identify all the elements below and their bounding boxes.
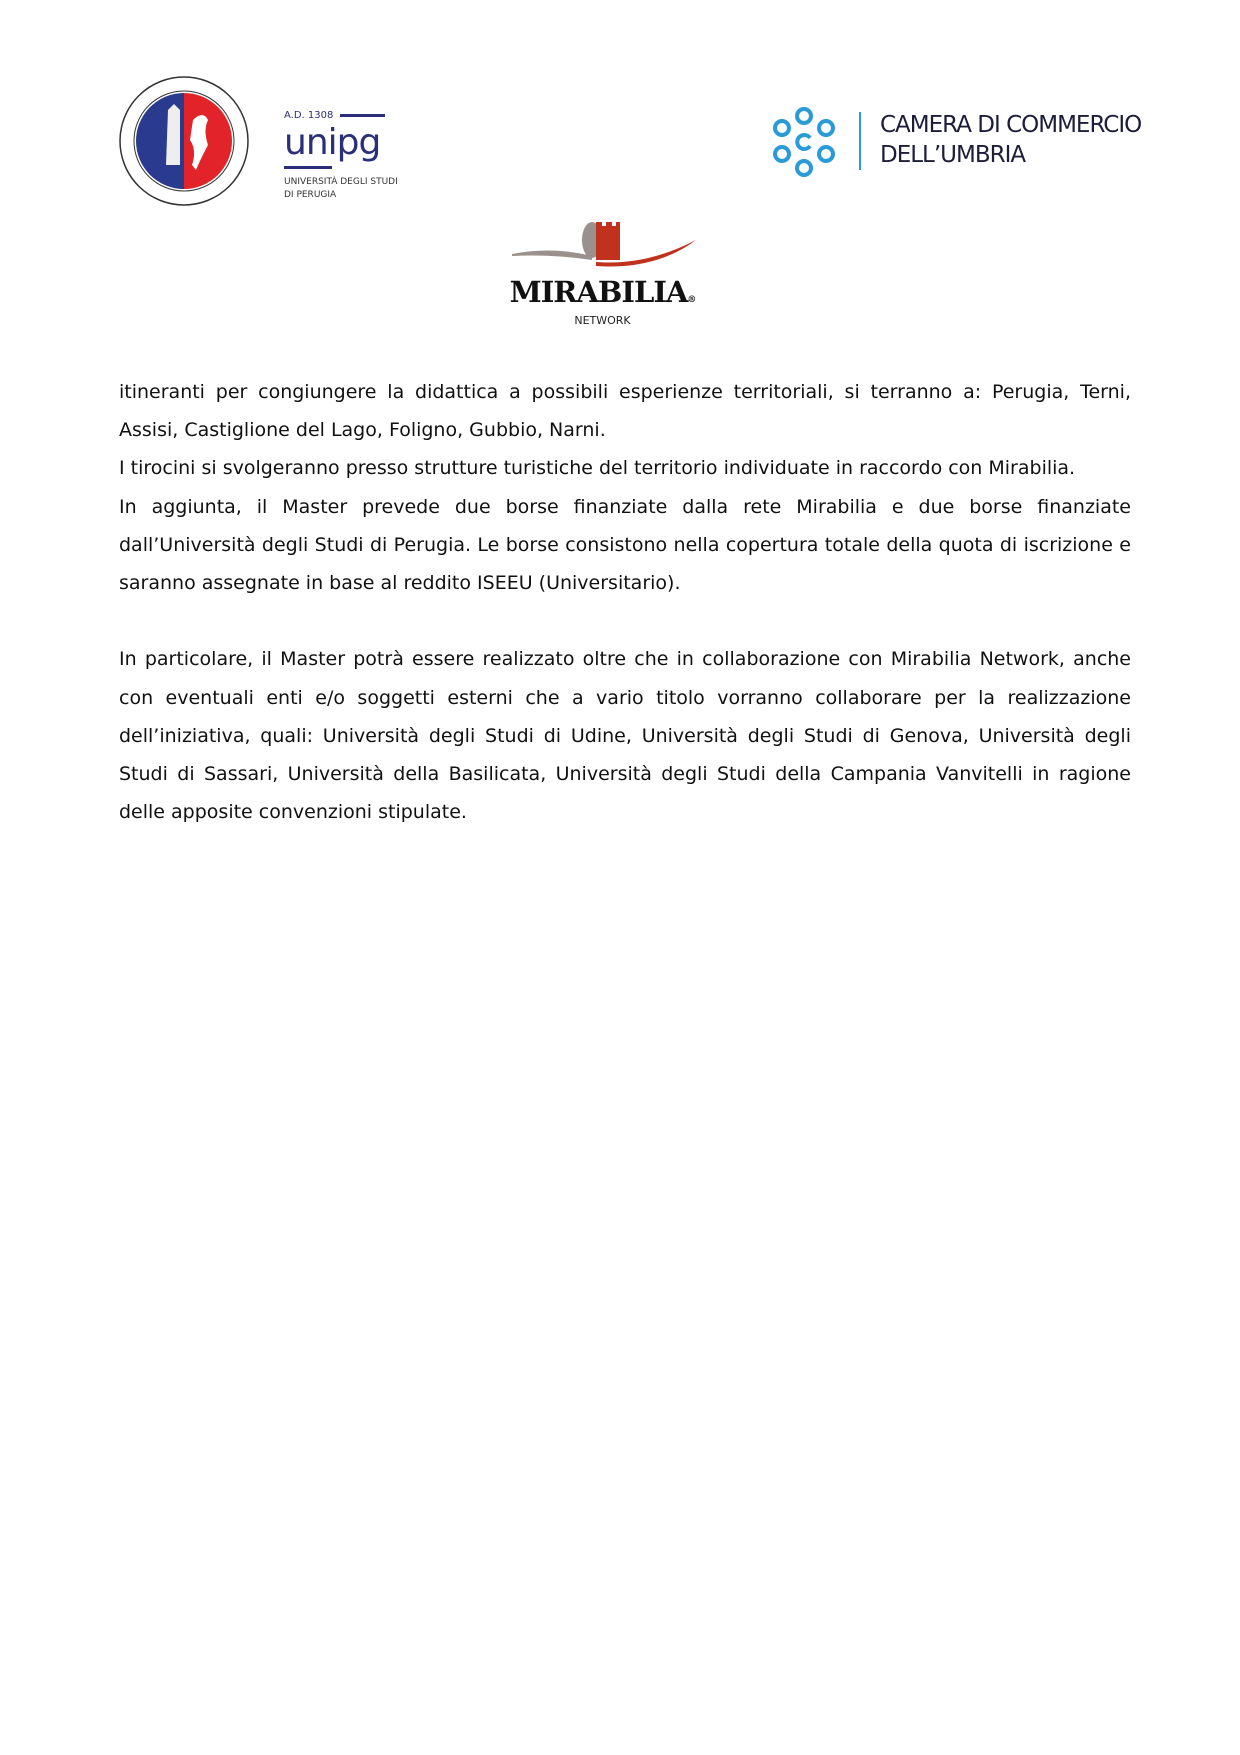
divider bbox=[859, 112, 861, 170]
mirabilia-logo bbox=[500, 218, 705, 330]
paragraph: In particolare, il Master potrà essere realizzato oltre che in collaborazione con Mirabilia Network, anche con eventuali enti e/o soggetti esterni che a vario titolo vorranno collaborare per la realizzazione dell’iniziativa, quali: Università degli Studi di Udine, Università degli Studi di Genova, Università degli Studi di Sassari, Università della Basilicata, Università degli Studi della Campania Vanvitelli in ragione delle apposite convenzioni stipulate. bbox=[119, 648, 1131, 824]
registered-mark: ® bbox=[687, 295, 696, 305]
university-seal-logo bbox=[118, 75, 250, 207]
unipg-subtitle-line2: DI PERUGIA bbox=[284, 190, 337, 200]
unipg-bar bbox=[284, 166, 332, 169]
unipg-subtitle bbox=[284, 176, 398, 202]
unipg-logo bbox=[284, 110, 414, 207]
mirabilia-wordmark-text: MIRABILIA bbox=[509, 275, 688, 309]
paragraph: I tirocini si svolgeranno presso strutture turistiche del territorio individuate in raccordo con Mirabilia. bbox=[119, 457, 1076, 480]
unipg-year: A.D. 1308 bbox=[284, 110, 334, 121]
unipg-bar bbox=[340, 114, 385, 117]
mirabilia-subtitle: NETWORK bbox=[574, 314, 631, 327]
unipg-wordmark: unipg bbox=[284, 122, 381, 163]
camera-name-line1: CAMERA DI COMMERCIO bbox=[880, 112, 1142, 138]
document-body bbox=[119, 373, 1131, 831]
camera-name bbox=[880, 110, 1141, 170]
paragraph: itineranti per congiungere la didattica a possibili esperienze territoriali, si terranno a: Perugia, Terni, Assisi, Castiglione del Lago, Foligno, Gubbio, Narni. bbox=[119, 381, 1131, 442]
camera-name-line2: DELL’UMBRIA bbox=[880, 142, 1026, 168]
mirabilia-tower-icon bbox=[510, 218, 700, 274]
camera-swirl-icon bbox=[766, 104, 842, 180]
camera-commercio-logo bbox=[766, 104, 1166, 180]
paragraph: In aggiunta, il Master prevede due borse finanziate dalla rete Mirabilia e due borse finanziate dall’Università degli Studi di Perugia. Le borse consistono nella copertura totale della quota di iscrizione e saranno assegnate in base al reddito ISEEU (Universitario). bbox=[119, 495, 1131, 595]
mirabilia-wordmark bbox=[500, 274, 705, 318]
paragraph-gap bbox=[119, 602, 1131, 640]
unipg-subtitle-line1: UNIVERSITÀ DEGLI STUDI bbox=[284, 177, 398, 187]
